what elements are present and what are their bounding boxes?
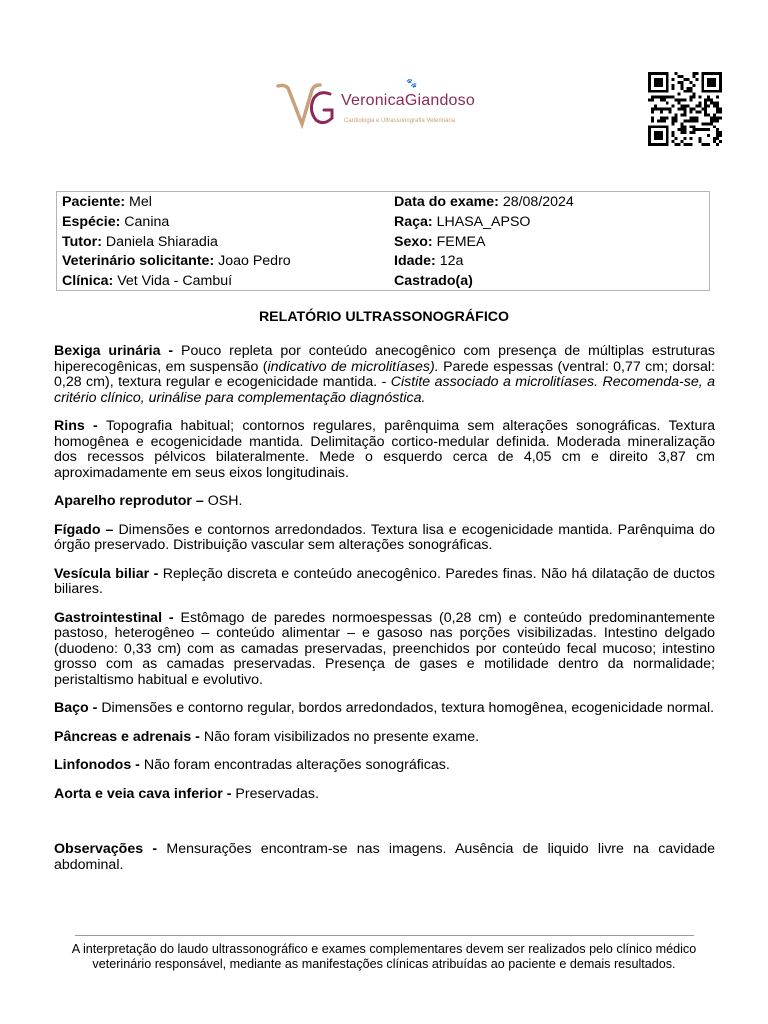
section-text: Estômago de paredes normoespessas (0,28 cm) e conteúdo predominantemente pastoso, heterogêneo – conteúdo alimentar – e gasoso nas porções visibilizadas. Intestino delgado (duodeno: 0,33 cm) com as camadas preservadas, preenchidos por conteúdo fecal mucoso; intestino grosso com as camadas preservadas. Presença de gases e motilidade dentro da normalidade; peristaltismo habitual e evolutivo.	[54, 609, 715, 689]
report-section	[54, 523, 715, 554]
footer-divider	[75, 935, 694, 936]
section-text: Não foram visibilizados no presente exame.	[203, 728, 480, 745]
qr-code-icon	[648, 72, 722, 146]
section-text: Pouco repleta por conteúdo anecogênico com presença de múltiplas estruturas hiperecogênicas, em suspensão (	[54, 343, 715, 375]
report-section	[54, 787, 715, 803]
report-section	[54, 344, 715, 406]
patient-field	[394, 213, 574, 233]
section-text: Mensurações encontram-se nas imagens. Ausência de liquido livre na cavidade abdominal.	[54, 841, 716, 873]
vg-monogram-logo	[276, 80, 340, 132]
field-value: FEMEA	[432, 233, 486, 250]
section-text: OSH.	[207, 493, 243, 510]
section-label: Baço -	[54, 700, 102, 717]
section-label: Vesícula biliar -	[54, 565, 163, 582]
brand-name: VeronicaGiandoso	[341, 92, 475, 109]
patient-field	[394, 193, 574, 213]
field-label: Tutor:	[62, 233, 102, 250]
section-label: Pâncreas e adrenais -	[54, 728, 204, 745]
report-section	[54, 758, 715, 774]
section-text: Repleção discreta e conteúdo anecogênico. Paredes finas. Não há dilatação de ductos biliares.	[54, 565, 715, 598]
section-label: Rins -	[54, 418, 106, 435]
section-label: Gastrointestinal -	[54, 609, 181, 626]
brand-logo	[276, 80, 506, 132]
brand-subtitle: Cardiologia e Ultrassonografia Veterinária	[344, 118, 456, 124]
section-text: Parede espessas (ventral: 0,77 cm; dorsal: 0,28 cm), textura regular e ecogenicidade mantida. -	[54, 358, 715, 391]
field-label: Idade:	[394, 253, 436, 270]
report-section	[54, 730, 715, 746]
report-body	[54, 344, 715, 886]
report-section	[54, 842, 715, 873]
report-title: RELATÓRIO ULTRASSONOGRÁFICO	[258, 309, 510, 325]
patient-field	[62, 233, 291, 253]
field-value: 28/08/2024	[498, 194, 574, 210]
section-text: Não foram encontradas alterações sonográficas.	[143, 757, 450, 774]
field-label: Clínica:	[62, 273, 114, 290]
field-value: Joao Pedro	[214, 253, 291, 270]
field-value: Mel	[125, 194, 152, 210]
field-label: Paciente:	[62, 194, 126, 210]
field-value: Vet Vida - Cambuí	[113, 273, 233, 290]
patient-info-right	[394, 193, 574, 292]
section-label: Aparelho reprodutor –	[54, 493, 208, 510]
section-text: Dimensões e contornos arredondados. Textura lisa e ecogenicidade mantida. Parênquima do órgão preservado. Distribuição vascular sem alterações sonográficas.	[54, 521, 715, 554]
section-label: Fígado –	[54, 521, 119, 538]
section-text: Preservadas.	[235, 785, 319, 802]
patient-info-left	[62, 193, 291, 292]
field-label: Raça:	[394, 213, 433, 230]
report-section	[54, 611, 715, 689]
section-text: Dimensões e contorno regular, bordos arredondados, textura homogênea, ecogenicidade normal.	[101, 700, 715, 717]
footer-disclaimer: A interpretação do laudo ultrassonográfico e exames complementares devem ser realizados pelo clínico médico veterinário responsável, mediante as manifestações clínicas atribuídas ao paciente e demais resultados.	[71, 942, 697, 972]
paw-icon: 🐾	[406, 78, 418, 88]
report-section	[54, 419, 715, 481]
report-section	[54, 701, 715, 717]
patient-field	[394, 272, 574, 292]
patient-field	[394, 252, 574, 272]
field-value: 12a	[435, 253, 464, 270]
field-value: LHASA_APSO	[432, 213, 531, 230]
field-label: Espécie:	[62, 213, 121, 230]
field-value: Daniela Shiaradia	[101, 233, 218, 250]
patient-field	[62, 272, 291, 292]
field-label: Veterinário solicitante:	[62, 253, 215, 270]
section-label: Linfonodos -	[54, 757, 144, 774]
field-value: Canina	[120, 213, 170, 230]
patient-field	[394, 233, 574, 253]
section-label: Aorta e veia cava inferior -	[54, 785, 236, 802]
field-label: Castrado(a)	[394, 273, 473, 290]
patient-field	[62, 252, 291, 272]
patient-info-table	[56, 191, 710, 291]
patient-field	[62, 213, 291, 233]
patient-field	[62, 193, 291, 213]
section-label: Observações -	[54, 841, 167, 858]
report-section	[54, 567, 715, 598]
section-text: Topografia habitual; contornos regulares, parênquima sem alterações sonográficas. Textura homogênea e ecogenicidade mantida. Delimitação cortico-medular definida. Moderada mineralização dos recessos pélvicos bilateralmente. Mede o esquerdo cerca de 4,05 cm e direito 3,87 cm aproximadamente em seus eixos longitudinais.	[54, 418, 715, 481]
section-emphasis: indicativo de microlitíases).	[267, 358, 439, 375]
field-label: Data do exame:	[394, 194, 499, 210]
field-label: Sexo:	[394, 233, 433, 250]
section-label: Bexiga urinária -	[54, 343, 181, 359]
report-section	[54, 494, 715, 510]
section-emphasis: Cistite associado a microlitíases. Recomenda-se, a critério clínico, urinálise para complementação diagnóstica.	[54, 374, 715, 406]
